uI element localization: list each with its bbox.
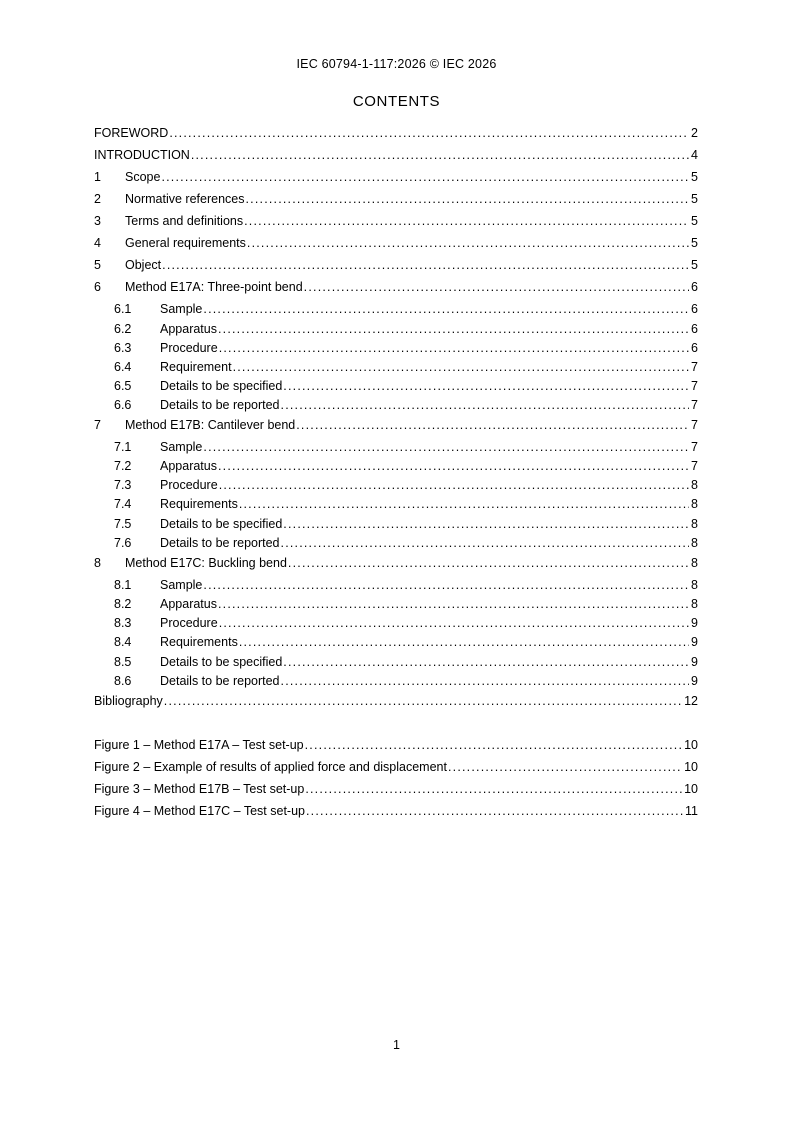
toc-entry-page: 5 bbox=[691, 236, 698, 250]
dot-leader bbox=[246, 190, 690, 208]
toc-entry-title: Details to be reported bbox=[160, 398, 280, 412]
dot-leader bbox=[164, 692, 682, 710]
dot-leader bbox=[169, 124, 689, 142]
toc-entry[interactable] bbox=[94, 146, 698, 164]
toc-entry-title: Procedure bbox=[160, 616, 218, 630]
dot-leader bbox=[283, 377, 689, 395]
toc-entry[interactable] bbox=[94, 212, 698, 230]
toc-entry-number: 8.2 bbox=[114, 597, 132, 611]
dot-leader bbox=[218, 320, 689, 338]
dot-leader bbox=[218, 595, 689, 613]
toc-entry-page: 7 bbox=[691, 398, 698, 412]
dot-leader bbox=[203, 300, 689, 318]
toc-entry[interactable] bbox=[94, 416, 698, 434]
dot-leader bbox=[281, 534, 690, 552]
toc-entry-title: Apparatus bbox=[160, 322, 217, 336]
toc-entry-page: 10 bbox=[684, 760, 698, 774]
dot-leader bbox=[218, 457, 689, 475]
toc-entry-title: Method E17C: Buckling bend bbox=[125, 556, 287, 570]
figure-entry[interactable] bbox=[94, 736, 698, 754]
figure-entry[interactable] bbox=[94, 758, 698, 776]
toc-entry-number: 6.1 bbox=[114, 302, 132, 316]
dot-leader bbox=[305, 780, 682, 798]
toc-entry-title: Details to be reported bbox=[160, 674, 280, 688]
toc-entry-title: INTRODUCTION bbox=[94, 148, 190, 162]
toc-entry-title: Method E17B: Cantilever bend bbox=[125, 418, 296, 432]
toc-entry-title: Details to be reported bbox=[160, 536, 280, 550]
toc-entry-page: 5 bbox=[691, 214, 698, 228]
toc-entry-title: Requirements bbox=[160, 497, 238, 511]
toc-entry-number: 4 bbox=[94, 236, 101, 250]
toc-entry-title: Requirements bbox=[160, 635, 238, 649]
toc-entry-number: 7.3 bbox=[114, 478, 132, 492]
dot-leader bbox=[281, 396, 690, 414]
toc-entry-number: 6.5 bbox=[114, 379, 132, 393]
dot-leader bbox=[203, 438, 689, 456]
toc-entry-title: Sample bbox=[160, 578, 203, 592]
toc-entry-title: Procedure bbox=[160, 341, 218, 355]
toc-entry[interactable] bbox=[94, 438, 698, 456]
toc-entry-page: 2 bbox=[691, 126, 698, 140]
toc-entry-page: 8 bbox=[691, 536, 698, 550]
toc-entry[interactable] bbox=[94, 300, 698, 318]
toc-entry-number: 1 bbox=[94, 170, 101, 184]
toc-entry-page: 8 bbox=[691, 497, 698, 511]
toc-entry[interactable] bbox=[94, 256, 698, 274]
contents-title: CONTENTS bbox=[352, 93, 441, 110]
toc-entry-page: 8 bbox=[691, 597, 698, 611]
toc-entry[interactable] bbox=[94, 358, 698, 376]
toc-entry-page: 7 bbox=[691, 459, 698, 473]
dot-leader bbox=[239, 495, 689, 513]
toc-entry[interactable] bbox=[94, 653, 698, 671]
toc-entry[interactable] bbox=[94, 190, 698, 208]
figure-entry[interactable] bbox=[94, 780, 698, 798]
dot-leader bbox=[296, 416, 689, 434]
toc-entry-number: 5 bbox=[94, 258, 101, 272]
toc-entry-title: Scope bbox=[125, 170, 161, 184]
toc-entry-title: Apparatus bbox=[160, 459, 217, 473]
toc-entry-page: 5 bbox=[691, 170, 698, 184]
dot-leader bbox=[281, 672, 690, 690]
dot-leader bbox=[161, 168, 689, 186]
dot-leader bbox=[162, 256, 689, 274]
toc-entry-title: Sample bbox=[160, 440, 203, 454]
dot-leader bbox=[305, 736, 682, 754]
toc-entry-page: 7 bbox=[691, 418, 698, 432]
toc-entry-page: 8 bbox=[691, 517, 698, 531]
toc-entry[interactable] bbox=[94, 692, 698, 710]
dot-leader bbox=[288, 554, 689, 572]
toc-entry-page: 11 bbox=[685, 804, 698, 818]
page-number: 1 bbox=[393, 1038, 400, 1052]
dot-leader bbox=[247, 234, 689, 252]
toc-entry-title: Details to be specified bbox=[160, 517, 283, 531]
toc-entry-page: 6 bbox=[691, 341, 698, 355]
toc-entry[interactable] bbox=[94, 377, 698, 395]
toc-entry[interactable] bbox=[94, 534, 698, 552]
toc-entry-title: Object bbox=[125, 258, 162, 272]
figure-entry-title: Figure 1 – Method E17A – Test set-up bbox=[94, 738, 304, 752]
toc-entry-page: 7 bbox=[691, 360, 698, 374]
toc-entry[interactable] bbox=[94, 495, 698, 513]
toc-entry[interactable] bbox=[94, 576, 698, 594]
toc-entry[interactable] bbox=[94, 554, 698, 572]
dot-leader bbox=[448, 758, 682, 776]
toc-entry-number: 7.6 bbox=[114, 536, 132, 550]
figure-entry-title: Figure 4 – Method E17C – Test set-up bbox=[94, 804, 305, 818]
toc-entry-number: 6.6 bbox=[114, 398, 132, 412]
dot-leader bbox=[219, 614, 689, 632]
dot-leader bbox=[219, 339, 689, 357]
toc-entry[interactable] bbox=[94, 672, 698, 690]
toc-entry-title: Sample bbox=[160, 302, 203, 316]
toc-entry[interactable] bbox=[94, 633, 698, 651]
toc-entry-page: 6 bbox=[691, 280, 698, 294]
toc-entry-number: 7.4 bbox=[114, 497, 132, 511]
dot-leader bbox=[304, 278, 689, 296]
toc-entry-page: 12 bbox=[684, 694, 698, 708]
dot-leader bbox=[233, 358, 689, 376]
document-header: IEC 60794-1-117:2026 © IEC 2026 bbox=[296, 57, 497, 71]
toc-entry-number: 7.5 bbox=[114, 517, 132, 531]
toc-entry-number: 6.2 bbox=[114, 322, 132, 336]
dot-leader bbox=[239, 633, 689, 651]
toc-entry-page: 7 bbox=[691, 379, 698, 393]
toc-entry[interactable] bbox=[94, 457, 698, 475]
toc-entry-page: 10 bbox=[684, 782, 698, 796]
toc-entry-number: 3 bbox=[94, 214, 101, 228]
toc-entry[interactable] bbox=[94, 614, 698, 632]
toc-entry-number: 6.3 bbox=[114, 341, 132, 355]
toc-entry-title: Details to be specified bbox=[160, 655, 283, 669]
toc-entry-page: 6 bbox=[691, 302, 698, 316]
toc-entry-title: Apparatus bbox=[160, 597, 217, 611]
toc-entry-title: Procedure bbox=[160, 478, 218, 492]
toc-entry-number: 8.5 bbox=[114, 655, 132, 669]
toc-entry-title: Requirement bbox=[160, 360, 232, 374]
toc-entry-number: 6 bbox=[94, 280, 101, 294]
toc-entry-title: Terms and definitions bbox=[125, 214, 244, 228]
toc-entry-number: 8.6 bbox=[114, 674, 132, 688]
toc-entry[interactable] bbox=[94, 320, 698, 338]
toc-entry-title: Bibliography bbox=[94, 694, 163, 708]
toc-entry-number: 7 bbox=[94, 418, 101, 432]
toc-entry-page: 8 bbox=[691, 578, 698, 592]
toc-entry[interactable] bbox=[94, 595, 698, 613]
toc-entry-title: Method E17A: Three-point bend bbox=[125, 280, 303, 294]
toc-entry-title: General requirements bbox=[125, 236, 246, 250]
toc-entry-number: 8.3 bbox=[114, 616, 132, 630]
toc-entry-page: 10 bbox=[684, 738, 698, 752]
dot-leader bbox=[219, 476, 689, 494]
toc-entry[interactable] bbox=[94, 476, 698, 494]
dot-leader bbox=[283, 653, 689, 671]
toc-entry-number: 8.4 bbox=[114, 635, 132, 649]
toc-entry-page: 6 bbox=[691, 322, 698, 336]
dot-leader bbox=[191, 146, 689, 164]
toc-entry[interactable] bbox=[94, 168, 698, 186]
toc-entry[interactable] bbox=[94, 234, 698, 252]
toc-entry[interactable] bbox=[94, 124, 698, 142]
toc-entry-page: 8 bbox=[691, 478, 698, 492]
toc-entry-page: 4 bbox=[691, 148, 698, 162]
figure-entry[interactable] bbox=[94, 802, 698, 820]
dot-leader bbox=[244, 212, 689, 230]
toc-entry-number: 8.1 bbox=[114, 578, 132, 592]
toc-entry-page: 8 bbox=[691, 556, 698, 570]
toc-entry[interactable] bbox=[94, 278, 698, 296]
toc-entry[interactable] bbox=[94, 515, 698, 533]
toc-entry-title: FOREWORD bbox=[94, 126, 169, 140]
figure-entry-title: Figure 2 – Example of results of applied force and displacement bbox=[94, 760, 447, 774]
toc-entry-page: 9 bbox=[691, 674, 698, 688]
toc-entry-number: 2 bbox=[94, 192, 101, 206]
toc-entry[interactable] bbox=[94, 339, 698, 357]
dot-leader bbox=[203, 576, 689, 594]
toc-entry-number: 7.2 bbox=[114, 459, 132, 473]
toc-entry-title: Normative references bbox=[125, 192, 245, 206]
toc-entry-page: 5 bbox=[691, 258, 698, 272]
toc-entry[interactable] bbox=[94, 396, 698, 414]
dot-leader bbox=[306, 802, 683, 820]
toc-entry-number: 6.4 bbox=[114, 360, 132, 374]
toc-entry-number: 7.1 bbox=[114, 440, 132, 454]
toc-entry-page: 9 bbox=[691, 655, 698, 669]
figure-entry-title: Figure 3 – Method E17B – Test set-up bbox=[94, 782, 305, 796]
toc-entry-title: Details to be specified bbox=[160, 379, 283, 393]
toc-entry-page: 5 bbox=[691, 192, 698, 206]
toc-entry-page: 7 bbox=[691, 440, 698, 454]
toc-entry-page: 9 bbox=[691, 616, 698, 630]
toc-entry-number: 8 bbox=[94, 556, 101, 570]
dot-leader bbox=[283, 515, 689, 533]
toc-entry-page: 9 bbox=[691, 635, 698, 649]
